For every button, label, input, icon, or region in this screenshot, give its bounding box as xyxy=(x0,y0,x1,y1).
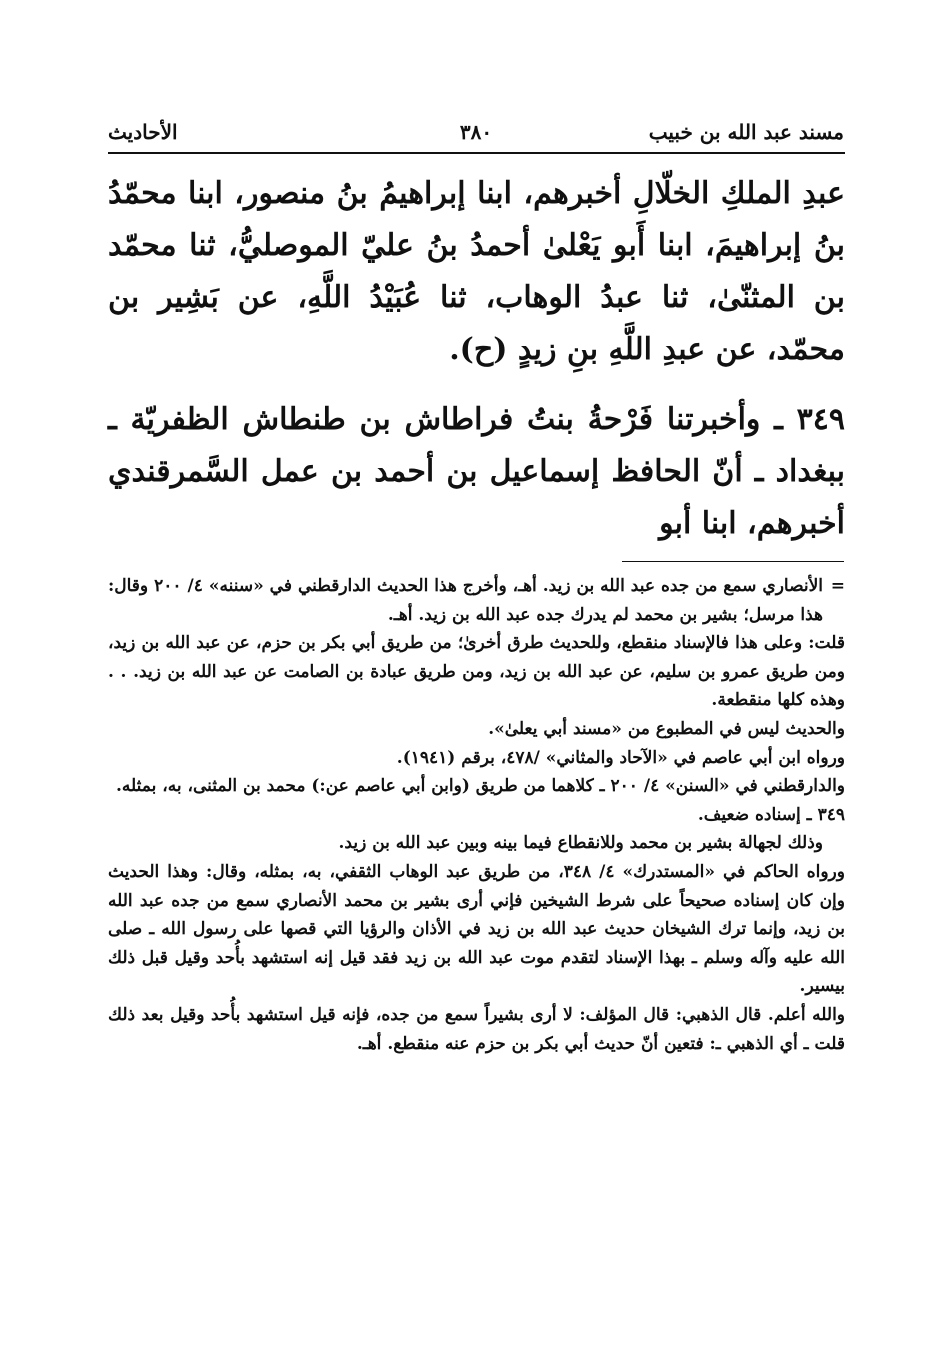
footnote-paragraph: ورواه ابن أبي عاصم في «الآحاد والمثاني» /٤٧٨، برقم (١٩٤١). xyxy=(396,747,845,768)
header-divider xyxy=(108,152,845,154)
book-title: مسند عبد الله بن خبيب xyxy=(648,120,844,144)
paragraph-continuation: عبدِ الملكِ الخلّالِ أخبرهم، ابنا إبراهيمُ بنُ منصور، ابنا محمّدُ بنُ إبراهيمَ، ابنا أَبو يَعْلىٰ أحمدُ بنُ عليّ الموصليُّ، ثنا محمّد بن المثنّىٰ، ثنا عبدُ الوهاب، ثنا عُبَيْدُ اللَّهِ، عن بَشِير بن محمّد، عن عبدِ اللَّهِ بنِ زيدٍ (ح). xyxy=(108,176,846,367)
hadith-number: ٣٤٩ xyxy=(796,402,845,437)
footnote-paragraph: والله أعلم. قال الذهبي: قال المؤلف: لا أرى بشيراً سمع من جده، فإنه قيل استشهد بأُحد وقيل بعد ذلك قلت ـ أي الذهبي ـ: فتعين أنّ حديث أبي بكر بن حزم عنه منقطع. أهـ. xyxy=(108,1004,845,1054)
footnote-349-head xyxy=(108,801,845,830)
footnote-349-title: ـ إسناده ضعيف. xyxy=(697,804,812,825)
footnote-divider xyxy=(622,561,844,562)
section-title: الأحاديث xyxy=(108,120,178,144)
footnote-number: ٣٤٩ xyxy=(817,804,845,825)
page-number: ٣٨٠ xyxy=(459,120,493,144)
footnote-paragraph: وذلك لجهالة بشير بن محمد وللانقطاع فيما بينه وبين عبد الله بن زيد. xyxy=(338,833,823,854)
footnote-paragraph: ورواه الحاكم في «المستدرك» ٤/ ٣٤٨، من طريق عبد الوهاب الثقفي، به، بمثله، وقال: وهذا الحديث وإن كان إسناده صحيحاً على شرط الشيخين فإني أرى بشير بن محمد الأنصاري سمع من جده عبد الله بن زيد، وإنما ترك الشيخان حديث عبد الله بن زيد في الأذان والرؤيا التي قصها على رسول الله ـ صلى الله عليه وآله وسلم ـ بهذا الإسناد لتقدم موت عبد الله بن زيد فقد قيل إنه استشهد بأُحد وقيل قبل ذلك بيسير. xyxy=(108,861,845,997)
footnotes xyxy=(108,572,845,1058)
footnote-paragraph: والحديث ليس في المطبوع من «مسند أبي يعلىٰ». xyxy=(488,718,845,739)
continuation-marker: = xyxy=(830,576,845,596)
footnote-line: الأنصاري سمع من جده عبد الله بن زيد. أهـ، وأخرج هذا الحديث الدارقطني في «سننه» ٤/ ٢٠٠ وقال: هذا مرسل؛ بشير بن محمد لم يدرك جده عبد الله بن زيد. أهـ. xyxy=(108,576,823,625)
page-header xyxy=(108,112,844,148)
footnote-paragraph: قلت: وعلى هذا فالإسناد منقطع، وللحديث طرق أخرىٰ؛ من طريق أبي بكر بن حزم، عن عبد الله بن زيد، ومن طريق عمرو بن سليم، عن عبد الله بن زيد، ومن طريق عبادة بن الصامت عن عبد الله بن زيد. . . وهذه كلها منقطعة. xyxy=(108,633,845,711)
footnote-paragraph: والدارقطني في «السنن» ٤/ ٢٠٠ ـ كلاهما من طريق (وابن أبي عاصم عن:) محمد بن المثنى، به، بمثله. xyxy=(115,776,845,797)
main-text xyxy=(108,168,845,550)
hadith-text: ـ وأخبرتنا فَرْحةُ بنتُ فراطاش بن طنطاش الظفريّة ـ ببغداد ـ أنّ الحافظ إسماعيل بن أحمد بن عمل السَّمرقندي أخبرهم، ابنا أبو xyxy=(108,402,845,541)
footnote-continued xyxy=(108,572,845,629)
hadith-349 xyxy=(108,394,845,550)
